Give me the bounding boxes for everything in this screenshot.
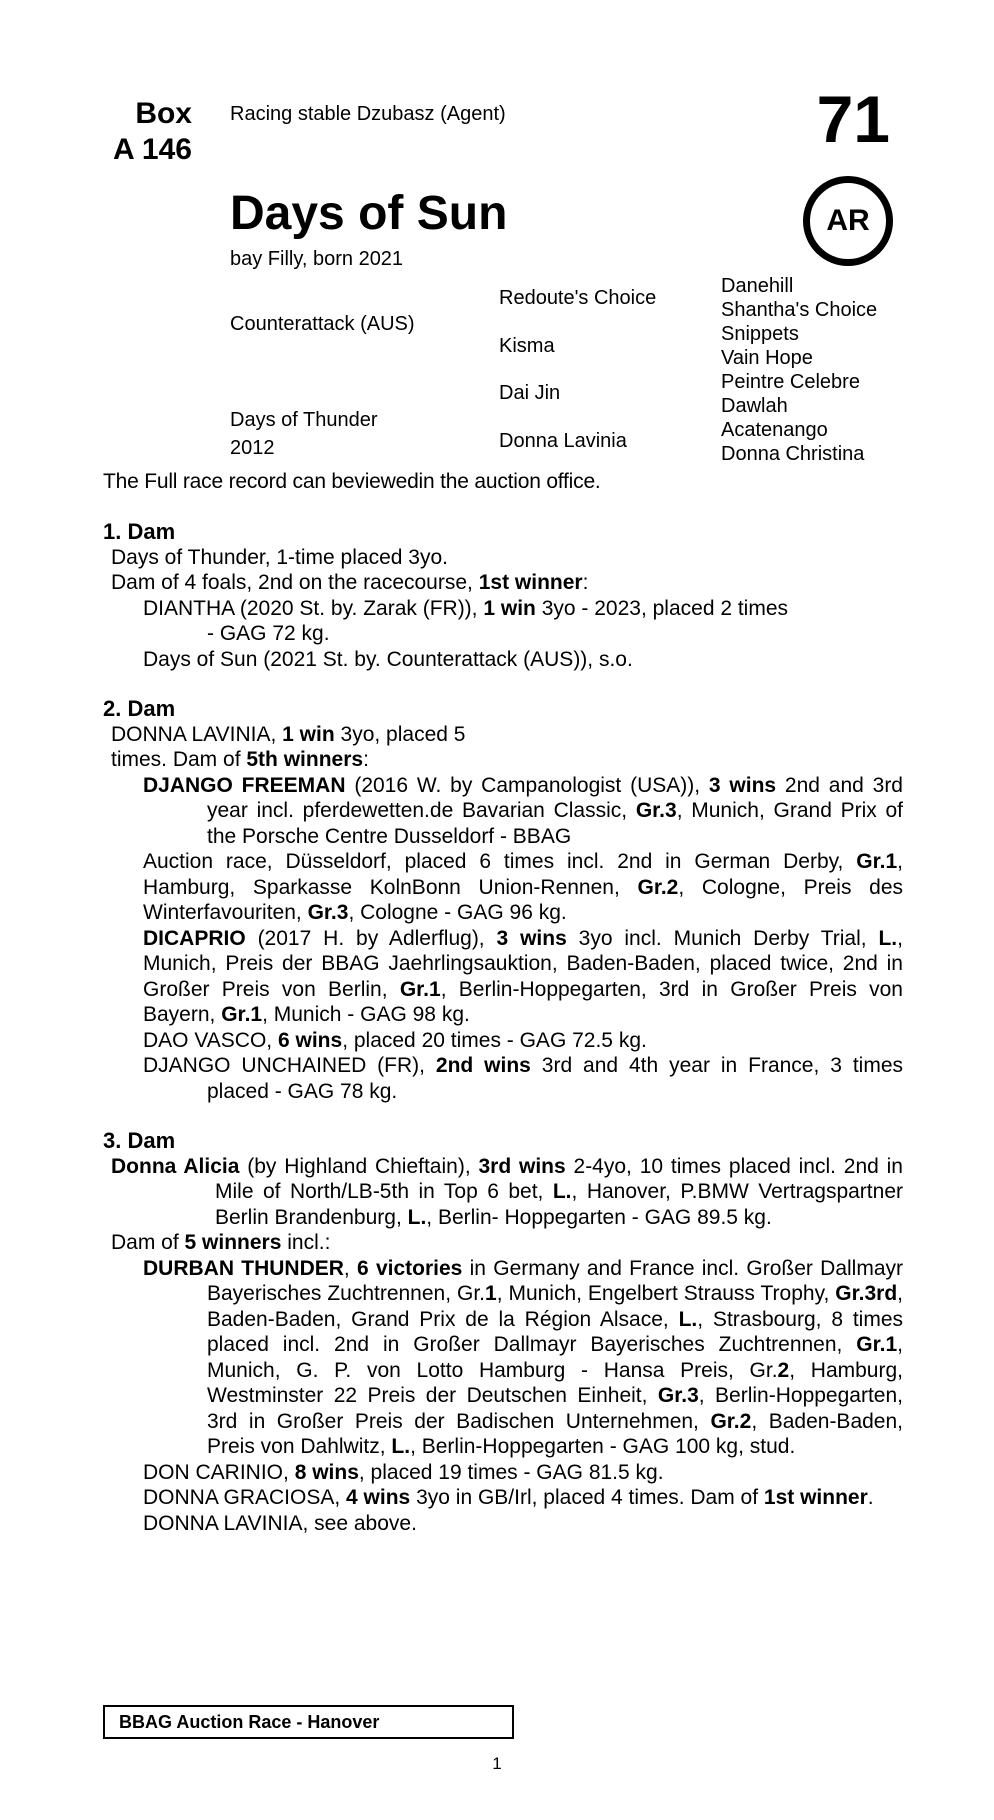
dam3-dam-of: Dam of 5 winners incl.: xyxy=(111,1231,331,1254)
pedigree-g3-5: Peintre Celebre xyxy=(721,371,860,393)
box-label-line1: Box xyxy=(135,97,192,130)
dam2-foal-django-freeman: DJANGO FREEMAN (2016 W. by Campanologist (USA)), 3 wins 2nd and 3rd year incl. pferdewetten.de Bavarian Classic, Gr.3, Munich, Grand Prix of the Porsche Centre Dusseldorf - BBAG xyxy=(143,773,904,848)
section-title-dam2: 2. Dam xyxy=(103,696,176,721)
auction-race-box: BBAG Auction Race - Hanover xyxy=(103,1705,514,1739)
dam1-line: Days of Thunder, 1-time placed 3yo. xyxy=(111,545,448,569)
dam1-foal-days-of-sun: Days of Sun (2021 St. by. Counterattack (AUS)), s.o. xyxy=(143,647,633,671)
consignor: Racing stable Dzubasz (Agent) xyxy=(230,103,506,125)
pedigree-sire-dam: Kisma xyxy=(499,335,555,357)
pedigree-g3-4: Vain Hope xyxy=(721,347,813,369)
page-number: 1 xyxy=(492,1754,502,1773)
pedigree-dam-year: 2012 xyxy=(230,437,275,459)
dam2-line: DONNA LAVINIA, 1 win 3yo, placed 5 xyxy=(111,722,466,746)
pedigree-g3-7: Acatenango xyxy=(721,419,828,441)
record-note: The Full race record can beviewedin the auction office. xyxy=(103,470,601,493)
dam1-foal-diantha-gag: - GAG 72 kg. xyxy=(207,622,330,645)
pedigree-g3-3: Snippets xyxy=(721,323,799,345)
dam3-foal-don-carinio: DON CARINIO, 8 wins, placed 19 times - GAG 81.5 kg. xyxy=(143,1460,664,1484)
dam3-foal-donna-graciosa: DONNA GRACIOSA, 4 wins 3yo in GB/Irl, placed 4 times. Dam of 1st winner. xyxy=(143,1486,874,1509)
dam3-foal-durban-thunder: DURBAN THUNDER, 6 victories in Germany and France incl. Großer Dallmayr Bayerisches Zuchtrennen, Gr.1, Munich, Engelbert Strauss Trophy, Gr.3rd, Baden-Baden, Grand Prix de la Région Alsace, L., Strasbourg, 8 times placed incl. 2nd in Großer Dallmayr Bayerisches Zuchtrennen, Gr.1, Munich, G. P. von Lotto Hamburg - Hansa Preis, Gr.2, Hamburg, Westminster 22 Preis der Deutschen Einheit, Gr.3, Berlin-Hoppegarten, 3rd in Großer Preis der Badischen Unternehmen, Gr.2, Baden-Baden, Preis von Dahlwitz, L., Berlin-Hoppegarten - GAG 100 kg, stud. xyxy=(143,1256,904,1458)
pedigree-dam: Days of Thunder xyxy=(230,409,378,431)
pedigree-sire: Counterattack (AUS) xyxy=(230,313,415,335)
section-title-dam1: 1. Dam xyxy=(103,519,176,544)
dam2-foal-dicaprio: DICAPRIO (2017 H. by Adlerflug), 3 wins 3yo incl. Munich Derby Trial, L., Munich, Preis der BBAG Jaehrlingsauktion, Baden-Baden, placed twice, 2nd in Großer Preis von Berlin, Gr.1, Berlin-Hoppegarten, 3rd in Großer Preis von Bayern, Gr.1, Munich - GAG 98 kg. xyxy=(143,926,903,1026)
pedigree-g3-8: Donna Christina xyxy=(721,443,865,465)
section-title-dam3: 3. Dam xyxy=(103,1128,176,1153)
dam2-foal-dao-vasco: DAO VASCO, 6 wins, placed 20 times - GAG 72.5 kg. xyxy=(143,1028,647,1052)
dam1-line: Dam of 4 foals, 2nd on the racecourse, 1st winner: xyxy=(111,571,589,594)
pedigree-g3-6: Dawlah xyxy=(721,395,788,417)
pedigree-g3-2: Shantha's Choice xyxy=(721,299,878,321)
dam2-foal-django-unchained: DJANGO UNCHAINED (FR), 2nd wins 3rd and 4th year in France, 3 times placed - GAG 78 kg. xyxy=(143,1054,904,1103)
dam2-line: times. Dam of 5th winners: xyxy=(111,748,369,771)
horse-description: bay Filly, born 2021 xyxy=(230,248,404,270)
dam3-donna-alicia: Donna Alicia (by Highland Chieftain), 3rd wins 2-4yo, 10 times placed incl. 2nd in Mile of North/LB-5th in Top 6 bet, L., Hanover, P.BMW Vertragspartner Berlin Brandenburg, L., Berlin- Hoppegarten - GAG 89.5 kg. xyxy=(111,1154,903,1229)
pedigree-dam-sire: Dai Jin xyxy=(499,382,561,404)
lot-number: 71 xyxy=(816,82,890,156)
box-label-line2: A 146 xyxy=(113,133,192,166)
dam1-foal-diantha: DIANTHA (2020 St. by. Zarak (FR)), 1 win 3yo - 2023, placed 2 times xyxy=(143,596,789,620)
ar-badge-text: AR xyxy=(826,204,870,237)
pedigree-sire-sire: Redoute's Choice xyxy=(499,287,657,309)
pedigree-g3-1: Danehill xyxy=(721,275,794,297)
box-label xyxy=(100,96,192,168)
dam2-foal-django-freeman-cont: Auction race, Düsseldorf, placed 6 times incl. 2nd in German Derby, Gr.1, Hamburg, Sparkasse KolnBonn Union-Rennen, Gr.2, Cologne, Preis des Winterfavouriten, Gr.3, Cologne - GAG 96 kg. xyxy=(143,850,903,924)
dam3-foal-donna-lavinia: DONNA LAVINIA, see above. xyxy=(143,1511,417,1535)
horse-name: Days of Sun xyxy=(230,187,508,240)
dam-records xyxy=(103,519,903,1536)
pedigree-dam-dam: Donna Lavinia xyxy=(499,430,627,452)
ar-badge xyxy=(803,176,893,266)
